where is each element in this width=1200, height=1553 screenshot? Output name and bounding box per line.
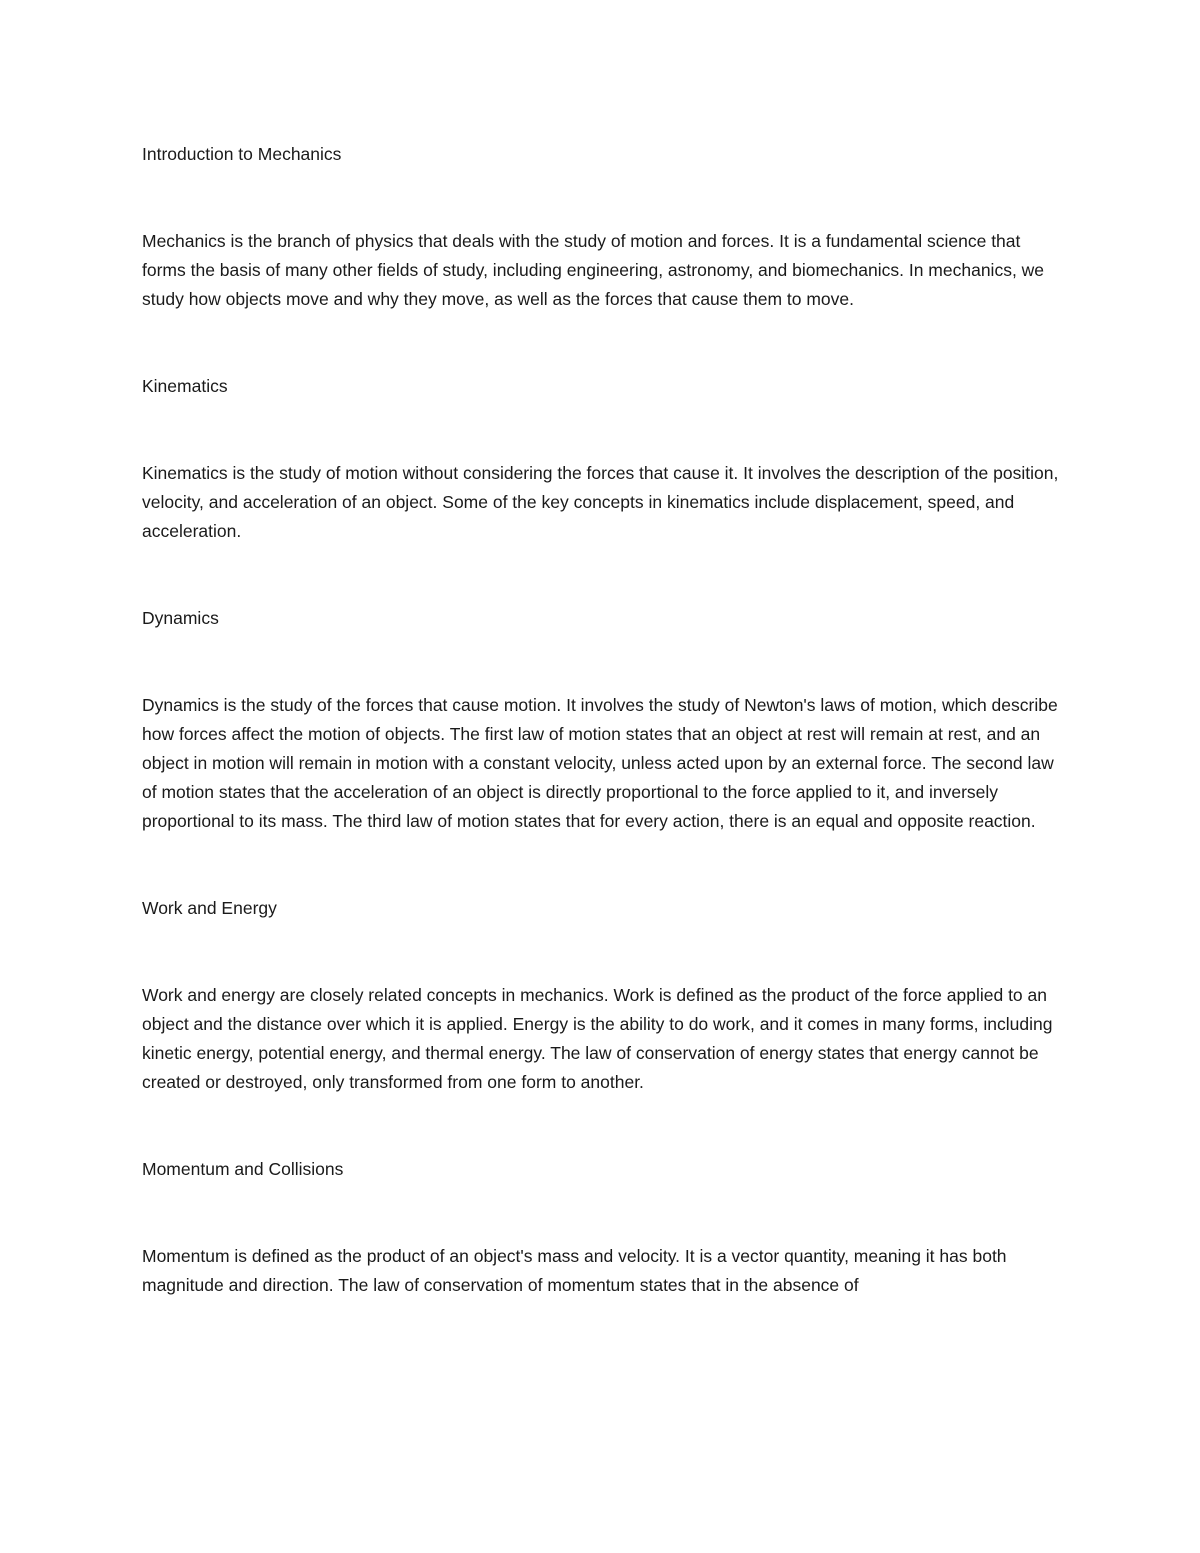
section-dynamics (142, 604, 1067, 836)
section-paragraph: Mechanics is the branch of physics that deals with the study of motion and forces. It is a fundamental science that forms the basis of many other fields of study, including engineering, astronomy, and biomechanics. In mechanics, we study how objects move and why they move, as well as the forces that cause them to move. (142, 231, 1045, 309)
section-heading: Introduction to Mechanics (142, 144, 342, 164)
section-heading: Kinematics (142, 376, 228, 396)
section-work-and-energy (142, 894, 1067, 1097)
document-content (142, 140, 1067, 1358)
section-kinematics (142, 372, 1067, 546)
section-paragraph: Kinematics is the study of motion without considering the forces that cause it. It involves the description of the position, velocity, and acceleration of an object. Some of the key concepts in kinematics include displacement, speed, and acceleration. (142, 463, 1059, 541)
section-heading: Momentum and Collisions (142, 1159, 344, 1179)
section-heading: Work and Energy (142, 898, 277, 918)
section-paragraph: Dynamics is the study of the forces that cause motion. It involves the study of Newton's laws of motion, which describe how forces affect the motion of objects. The first law of motion states that an object at rest will remain at rest, and an object in motion will remain in motion with a constant velocity, unless acted upon by an external force. The second law of motion states that the acceleration of an object is directly proportional to the force applied to it, and inversely proportional to its mass. The third law of motion states that for every action, there is an equal and opposite reaction. (142, 695, 1058, 831)
section-paragraph: Momentum is defined as the product of an object's mass and velocity. It is a vector quantity, meaning it has both magnitude and direction. The law of conservation of momentum states that in the absence of (142, 1246, 1007, 1295)
section-heading: Dynamics (142, 608, 219, 628)
section-paragraph: Work and energy are closely related concepts in mechanics. Work is defined as the product of the force applied to an object and the distance over which it is applied. Energy is the ability to do work, and it comes in many forms, including kinetic energy, potential energy, and thermal energy. The law of conservation of energy states that energy cannot be created or destroyed, only transformed from one form to another. (142, 985, 1053, 1092)
section-introduction (142, 140, 1067, 314)
section-momentum-and-collisions (142, 1155, 1067, 1300)
